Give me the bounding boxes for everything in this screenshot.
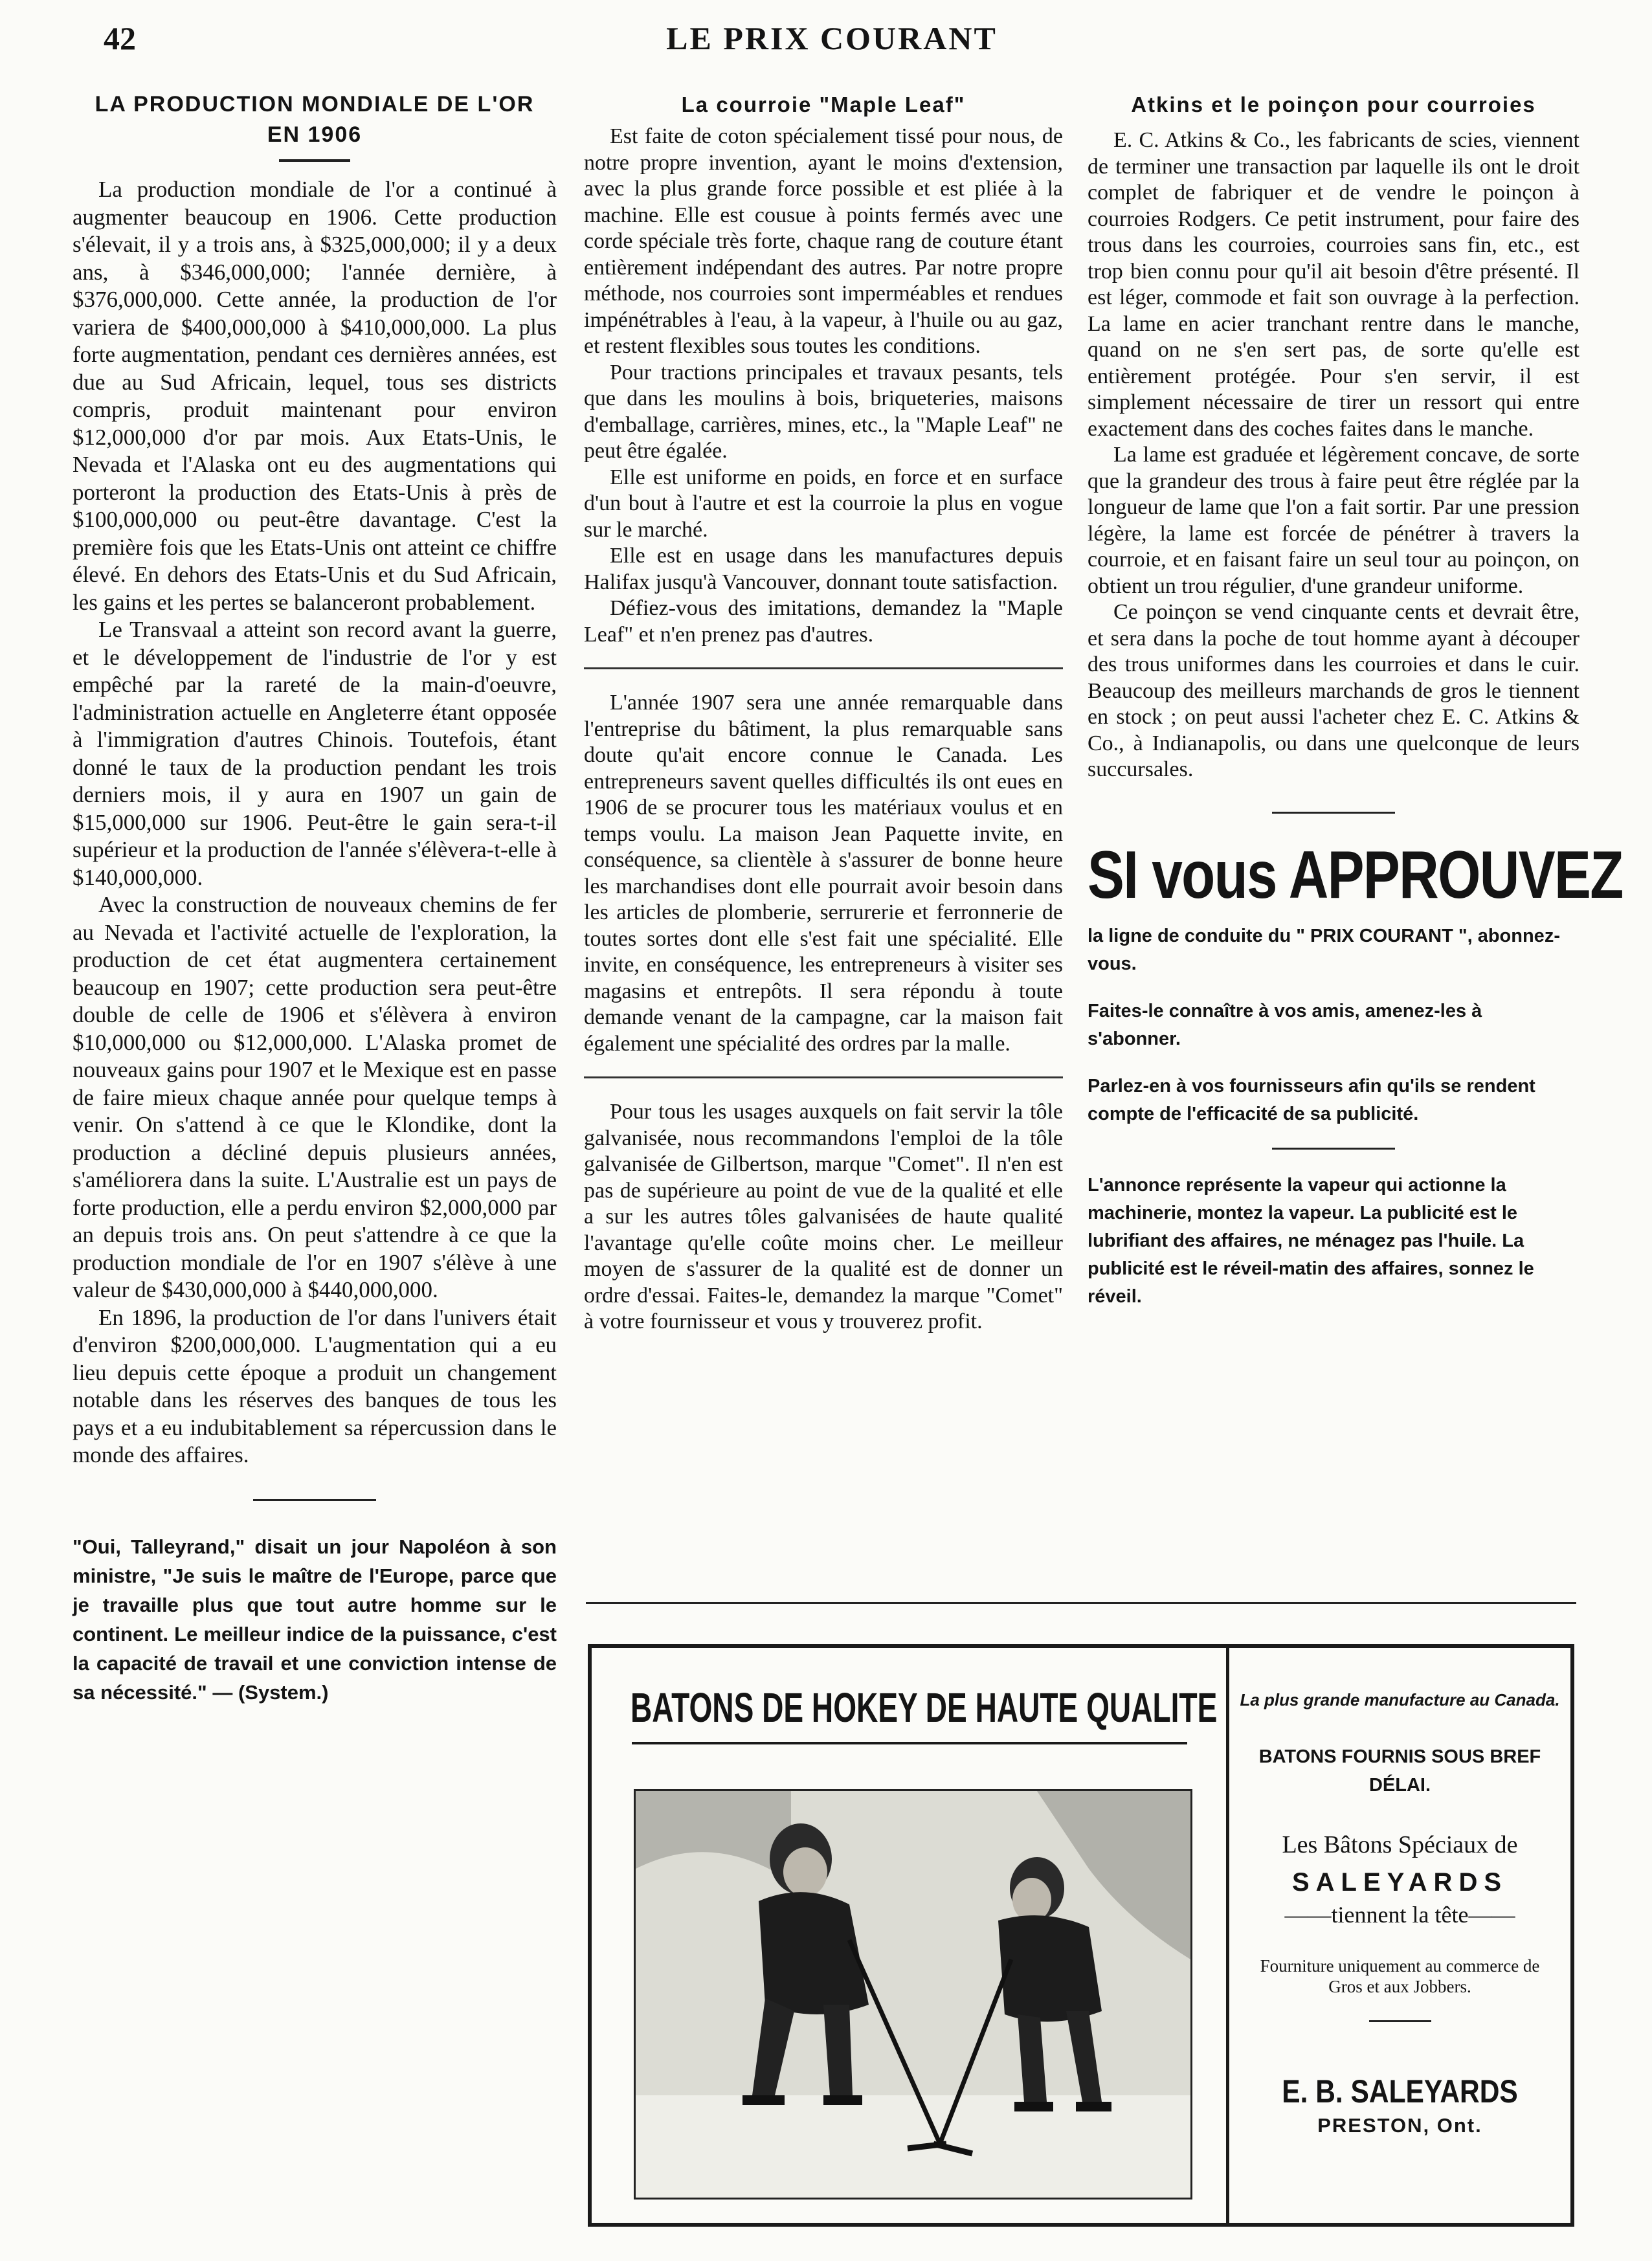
section-rule bbox=[1272, 1148, 1395, 1150]
paragraph: Avec la construction de nouveaux chemins de fer au Nevada et l'activité actuelle de l'exploration, la production de cet état augmentera certainement beaucoup en 1907; cette production sera peut-être double de celle de 1906 et s'élèvera à environ $10,000,000 ou $12,000,000. L'Alaska promet de nouveaux gains pour 1907 et le Mexique est en passe de faire mieux chaque année pour quelque temps à venir. On s'attend à ce que le Klondike, dont la production a décliné depuis plusieurs années, s'améliorera dans la suite. L'Australie est un pays de forte production, elle a perdu environ $2,000,000 par an depuis trois ans. On peut s'attendre à ce que la production mondiale de l'or en 1907 s'élève à une valeur de $430,000,000 à $440,000,000. bbox=[73, 892, 557, 1302]
paragraph: L'année 1907 sera une année remarquable dans l'entreprise du bâtiment, la plus remarquable sans doute qu'ait encore connue le Canada. Les entrepreneurs savent quelles difficultés ils ont eues en 1906 de se procurer tous les matériaux voulus et en temps voulu. La maison Jean Paquette invite, en conséquence, sa clientèle à s'assurer de bonne heure les marchandises dont elle pourrait avoir besoin dans les articles de plomberie, serrurerie et ferronnerie de toutes sortes dont elle s'est fait une spécialité. Elle invite, en conséquence, les entrepreneurs à visiter ses magasins et entrepôts. Il sera répondu à toute demande venant de la campagne, car la maison fait également une spécialité des ordres par la malle. bbox=[584, 691, 1063, 1056]
section-rule bbox=[253, 1499, 376, 1501]
paragraph: La production mondiale de l'or a continué à augmenter beaucoup en 1906. Cette production s'élevait, il y a trois ans, à $325,000,000; il y a deux ans, à $346,000,000; l'année dernière, à $376,000,000. Cette année, la production de l'or variera de $400,000,000 à $410,000,000. La plus forte augmentation, pendant ces dernières années, est due au Sud Africain, lequel, tous ses districts compris, produit maintenant pour environ $12,000,000 d'or par mois. Aux Etats-Unis, le Nevada et l'Alaska ont eu des augmentations qui porteront la production des Etats-Unis à près de $100,000,000 ou peut-être davantage. C'est la première fois que les Etats-Unis ont atteint ce chiffre élevé. En dehors des Etats-Unis et du Sud Africain, les gains et les pertes se balanceront probablement. bbox=[73, 177, 557, 615]
paragraph: En 1896, la production de l'or dans l'univers était d'environ $200,000,000. L'augmentation qui a eu lieu depuis cette époque a produit un changement notable dans les réserves des banques de tous les pays et a eu indubitablement sa répercussion dans le monde des affaires. bbox=[73, 1304, 557, 1467]
paragraph: Elle est en usage dans les manufactures depuis Halifax jusqu'à Vancouver, donnant toute satisfaction. bbox=[584, 544, 1063, 594]
ad-location: PRESTON, Ont. bbox=[1317, 2114, 1482, 2137]
ad-delivery-line: BATONS FOURNIS SOUS BREF DÉLAI. bbox=[1258, 1746, 1541, 1796]
journal-title: LE PRIX COURANT bbox=[666, 20, 998, 56]
ad-company-name: E. B. SALEYARDS bbox=[1282, 2073, 1518, 2110]
column-3 bbox=[1088, 89, 1623, 1330]
ad-right-panel bbox=[1229, 1648, 1570, 2223]
approuvez-p4: L'annonce représente la vapeur qui actionne la machinerie, montez la vapeur. La publicité est le lubrifiant des affaires, ne ménagez pas l'huile. La publicité est le réveil-matin des affaires, sonnez le réveil. bbox=[1088, 1174, 1534, 1307]
article-title-or-line2: EN 1906 bbox=[267, 122, 363, 147]
paragraph: Est faite de coton spécialement tissé pour nous, de notre propre invention, ayant le moins d'extension, avec la plus grande force possible et est pliée à la machine. Elle est cousue à points fermés avec une corde spéciale très forte, chaque rang de couture étant entièrement indépendant des autres. Par notre propre méthode, nos courroies sont imperméables et rendues impénétrables à l'eau, à la vapeur, à l'huile ou au gaz, et restent flexibles sous toutes les conditions. bbox=[584, 124, 1063, 358]
approuvez-p1: la ligne de conduite du " PRIX COURANT ", abonnez-vous. bbox=[1088, 925, 1560, 974]
paragraph: Pour tous les usages auxquels on fait servir la tôle galvanisée, nous recommandons l'emploi de la tôle galvanisée de Gilbertson, marque "Comet". Il n'en est pas de supérieure au point de vue de la qualité et elle a sur les autres tôles galvanisées de haute qualité l'avantage qu'elle coûte moins cher. Le meilleur moyen de s'assurer de la qualité est de donner un ordre d'essai. Faites-le, demandez la marque "Comet" à votre fournisseur et vous y trouverez profit. bbox=[584, 1100, 1063, 1333]
ad-title-rule bbox=[632, 1742, 1187, 1744]
ad-wholesale-line: Fourniture uniquement au commerce de Gros et aux Jobbers. bbox=[1260, 1956, 1540, 1996]
subscription-notice bbox=[1088, 837, 1623, 1311]
paragraph: Elle est uniforme en poids, en force et en surface d'un bout à l'autre et est la courroie la plus en vogue sur le marché. bbox=[584, 465, 1063, 542]
section-rule bbox=[1272, 812, 1395, 814]
approuvez-p3: Parlez-en à vos fournisseurs afin qu'ils se rendent compte de l'efficacité de sa publicité. bbox=[1088, 1075, 1535, 1124]
article-atkins-body bbox=[1088, 128, 1579, 783]
spacer bbox=[1088, 120, 1579, 128]
column-1 bbox=[73, 89, 557, 1707]
paragraph: La lame est graduée et légèrement concave, de sorte que la grandeur des trous à faire peut être réglée par la longueur de lame que l'on a fait sortir. Par une pression légère, la lame est forcée de pénétrer à travers la courroie, et en faisant faire un seul tour au poinçon, on obtient un trou régulier, d'une grandeur uniforme. bbox=[1088, 443, 1579, 598]
section-separator bbox=[584, 667, 1063, 669]
napoleon-quote bbox=[73, 1532, 557, 1707]
ad-left-panel bbox=[592, 1648, 1229, 2223]
ad-rule bbox=[1369, 2020, 1431, 2022]
paragraph: Pour tractions principales et travaux pesants, tels que dans les moulins à bois, briqueteries, maisons d'emballage, carrières, mines, etc., la "Maple Leaf" ne peut être égalée. bbox=[584, 360, 1063, 463]
paragraph: E. C. Atkins & Co., les fabricants de scies, viennent de terminer une transaction par laquelle ils ont le droit complet de fabriquer et de vendre le poinçon à courroies Rodgers. Ce petit instrument, pour faire des trous dans les courroies, courroies sans fin, etc., est trop bien connu pour qu'il ait besoin d'être présenté. Il est léger, commode et fait son ouvrage à la perfection. La lame en acier tranchant rentre dans le manche, quand on ne s'en sert pas, de sorte qu'elle est entièrement protégée. Pour s'en servir, il est simplement nécessaire de tirer un ressort qui entre exactement dans des coches faites dans le manche. bbox=[1088, 128, 1579, 441]
ad-manufacturer-line: La plus grande manufacture au Canada. bbox=[1240, 1690, 1560, 1710]
paragraph: Ce poinçon se vend cinquante cents et devrait être, et sera dans la poche de tout homme ayant à découper des trous uniformes dans les courroies et dans le cuir. Beaucoup des meilleurs marchands de gros le tiennent en stock ; on peut aussi l'acheter chez E. C. Atkins & Co., à Indianapolis, ou dans une quelconque de leurs succursales. bbox=[1088, 600, 1579, 781]
hockey-stick-advertisement bbox=[588, 1644, 1574, 2227]
section-separator bbox=[584, 1076, 1063, 1078]
paragraph: Défiez-vous des imitations, demandez la "Maple Leaf" et n'en prenez pas d'autres. bbox=[584, 596, 1063, 647]
title-rule bbox=[279, 159, 350, 162]
article-title-or-line1: LA PRODUCTION MONDIALE DE L'OR bbox=[95, 92, 535, 117]
ad-tagline: ——tiennent la tête—— bbox=[1284, 1902, 1515, 1928]
paragraph: Le Transvaal a atteint son record avant la guerre, et le développement de l'industrie de l'or y est empêché par la rareté de la main-d'oeuvre, l'administration actuelle en Angleterre étant opposée à l'immigration d'autres Chinois. Toutefois, étant donné le taux de la production pendant les trois derniers mois, il y aura en 1907 un gain de $15,000,000 sur 1906. Peut-être le gain sera-t-il supérieur et la production de l'année s'élèvera-t-elle à $140,000,000. bbox=[73, 617, 557, 890]
ad-special-line: Les Bâtons Spéciaux de bbox=[1282, 1831, 1518, 1858]
quote-text: "Oui, Talleyrand," disait un jour Napoléon à son ministre, "Je suis le maître de l'Europe, parce que je travaille plus que tout autre homme sur le continent. Le meilleur indice de la puissance, c'est la capacité de travail et une conviction intense de sa nécessité." — (System.) bbox=[73, 1535, 557, 1704]
article-courroie-body bbox=[584, 124, 1063, 648]
article-title-atkins: Atkins et le poinçon pour courroies bbox=[1131, 93, 1536, 117]
article-tole-body bbox=[584, 1099, 1063, 1335]
ad-title: BATONS DE HOKEY DE HAUTE QUALITE bbox=[631, 1684, 1218, 1731]
approuvez-p2: Faites-le connaître à vos amis, amenez-les à s'abonner. bbox=[1088, 1000, 1482, 1049]
approuvez-headline: SI vous APPROUVEZ bbox=[1088, 837, 1623, 913]
column-2 bbox=[584, 89, 1063, 1335]
page-header bbox=[78, 19, 1586, 65]
page-number: 42 bbox=[104, 20, 136, 56]
ad-top-rule bbox=[586, 1602, 1576, 1604]
ad-brand-name: SALEYARDS bbox=[1291, 1868, 1508, 1897]
article-paquette-body bbox=[584, 690, 1063, 1057]
hockey-players-photo bbox=[634, 1789, 1192, 2200]
article-or-body bbox=[73, 176, 557, 1469]
article-title-or bbox=[73, 89, 557, 150]
hockey-players-illustration bbox=[636, 1791, 1190, 2198]
article-title-courroie: La courroie "Maple Leaf" bbox=[681, 93, 966, 117]
